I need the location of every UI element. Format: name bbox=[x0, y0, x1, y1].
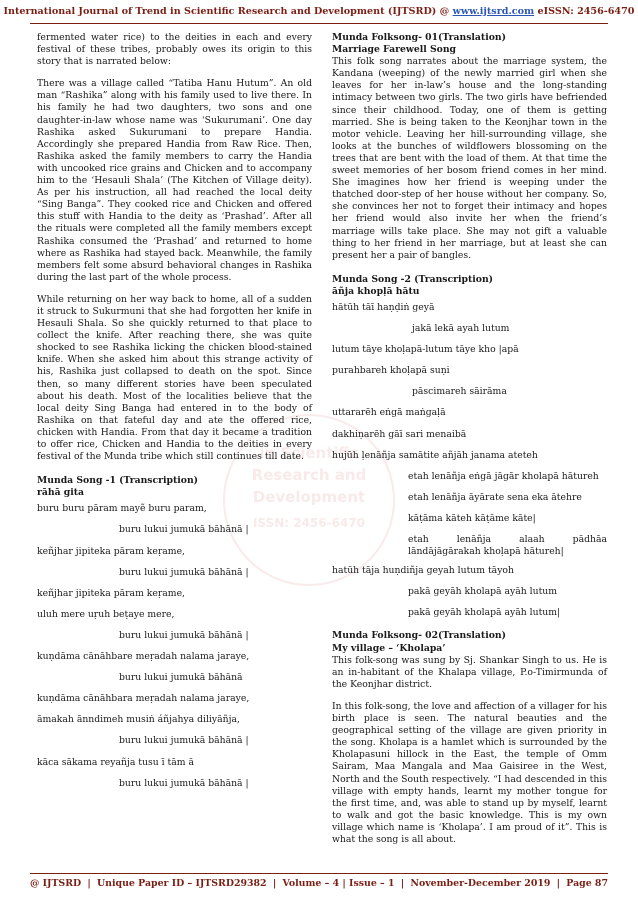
verse-line: buru lukui jumukā bāhānā | bbox=[119, 524, 249, 536]
verse-line: uttararēh eṅgā maṅgaḷā bbox=[332, 407, 446, 419]
verse-line: etah lenāñja āyārate sena eka ātehre bbox=[408, 491, 582, 503]
footer-separator: | bbox=[272, 878, 277, 889]
verse-line: buru lukui jumukā bāhānā | bbox=[119, 777, 249, 789]
section-subheading: Marriage Farewell Song bbox=[332, 44, 457, 56]
verse-line: pakā geyāh kholapā ayāh lutum| bbox=[408, 607, 561, 619]
verse-line: buru lukui jumukā bāhānā bbox=[119, 672, 243, 684]
section-subheading: My village – ‘Kholapa’ bbox=[332, 642, 446, 654]
watermark-line: Research and bbox=[251, 466, 367, 484]
verse-line: kuṇdāma cānāhbara meṛadah nalama jaraye, bbox=[37, 693, 250, 705]
verse-line: dakhiṇarēh gāī sari menaibā bbox=[332, 428, 467, 440]
journal-link[interactable]: www.ijtsrd.com bbox=[452, 6, 535, 17]
verse-line: buru lukui jumukā bāhānā | bbox=[119, 735, 249, 747]
verse-line: etah lenāñja alaah pādhāa lāndājāgārakah khoḷapā hātureh| bbox=[408, 534, 607, 558]
page-number: Page 87 bbox=[566, 878, 608, 889]
section-heading: Munda Song -2 (Transcription) bbox=[332, 273, 494, 285]
journal-title: International Journal of Trend in Scientific Research and Development (IJTSRD) @ bbox=[3, 6, 453, 17]
paragraph: While returning on her way back to home, all of a sudden it struck to Sukurmuni that she had forgotten her knife in Hesauli Shala. So she quickly returned to that place to collect the knife. After reaching there, she was quite shocked to see Rashika licking the chicken blood-stained knife. When she asked him about this strange activity of his, Rashika just collapsed to death on the spot. Since then, so many different stories have been speculated about his death. Most of the localities believe that the local deity Sing Banga had entered in to the body of Rashika on that fateful day and ate the offered rice, chicken with Handia. From that day it became a tradition to offer rice, Chicken and Handia to the deities in every festival of the Munda tribe which still continues till date. bbox=[37, 293, 312, 463]
footer-separator: | bbox=[87, 878, 91, 889]
section-subheading: rāhā gita bbox=[37, 487, 85, 499]
verse-line: lutum tāye khoḷapā-lutum tāye kho |apā bbox=[332, 344, 519, 356]
verse-line: keñjhar jipiteka pāram keṛame, bbox=[37, 545, 185, 557]
verse-line: hujūh ḷenāñja samātite añjāh janama ateteh bbox=[332, 449, 538, 461]
journal-header bbox=[0, 6, 638, 17]
header-divider bbox=[30, 23, 608, 24]
footer-divider bbox=[30, 873, 608, 874]
paragraph: In this folk-song, the love and affection of a villager for his birth place is seen. The natural beauties and the geographical setting of the village are given priority in the song. Kholapa is a hamlet which is surrounded by the Kholapasuni hillock in the East, the temple of Omm Sairam, Maa Mangala and Maa Gaisiree in the West, North and the South respectively. “I had descended in this village with empty hands, learnt my mother tongue for the first time, and, was able to stand up by myself, learnt to walk and got the basic knowledge. This is my own village which name is ‘Kholapa’. I am proud of it”. This is what the song is all about. bbox=[332, 700, 607, 845]
song-verse bbox=[37, 503, 312, 789]
left-column bbox=[37, 32, 312, 799]
verse-line: purahbareh khoḷapā suṇi bbox=[332, 365, 450, 377]
page-footer bbox=[30, 878, 608, 889]
right-column bbox=[332, 32, 607, 856]
watermark-line: ISSN: 2456-6470 bbox=[252, 516, 365, 530]
verse-line: hatūh tāja huṇdiñja geyah lutum tāyoh bbox=[332, 565, 514, 577]
journal-issn: eISSN: 2456-6470 bbox=[534, 6, 635, 17]
verse-line: buru lukui jumukā bāhānā | bbox=[119, 566, 249, 578]
paragraph: fermented water rice) to the deities in each and every festival of these tribes, probably owes its origin to this story that is narrated below: bbox=[37, 32, 312, 68]
verse-line: hātūh tāī haṇḍiṅ geyā bbox=[332, 301, 435, 313]
section-heading: Munda Folksong- 02(Translation) bbox=[332, 630, 506, 642]
verse-line: kāca sākama reyañja tusu ī tām ā bbox=[37, 756, 194, 768]
footer-volume: Volume – 4 | Issue – 1 bbox=[282, 878, 395, 889]
paragraph: This folk song narrates about the marriage system, the Kandana (weeping) of the newly married girl when she leaves for her in-law’s house and the long-standing intimacy between two girls. The two girls have befriended since their childhood. Today, one of them is getting married. She is being taken to the Keonjhar town in the motor vehicle. Leaving her hill-surrounding village, she looks at the bunches of wildflowers blossoming on the trees that are bent with the load of them. At that time the sweet memories of her bosom friend comes in her mind. She imagines how her friend is weeping under the thatched door-step of her house without her company. So, she convinces her not to forget their intimacy and hopes her friend would also invite her when the friend’s marriage wills take place. She may not gift a valuable thing to her friend in her marriage, but at least she can present her a pair of bangles. bbox=[332, 56, 607, 261]
paragraph: This folk-song was sung by Sj. Shankar Singh to us. He is an in-habitant of the Khalapa village, P.o-Timirmunda of the Keonjhar district. bbox=[332, 654, 607, 690]
watermark-line: Development bbox=[252, 488, 366, 506]
paragraph: There was a village called “Tatiba Hanu Hutum”. An old man “Rashika” along with his family used to live there. In his family he had two daughters, two sons and one daughter-in-law whose name was ‘Sukurumani’. One day Rashika asked Sukurumani to prepare Handia. Accordingly she prepared Handia from Raw Rice. Then, Rashika asked the family members to carry the Handia with uncooked rice grains and Chicken and to accompany him to the ‘Hesauli Shala’ (The Kitchen of Village deity). As per his instruction, all had reached the local deity “Sing Banga”. They cooked rice and Chicken and offered this stuff with Handia to the deity as ‘Prashad’. After all the rituals were completed all the family members except Rashika consumed the ‘Prashad’ and returned to home where as Rashika had stayed back. Meanwhile, the family members felt some absurd behavioral changes in Rashika during the last part of the whole process. bbox=[37, 78, 312, 283]
verse-line: keñjhar jipiteka pāram keṛame, bbox=[37, 587, 185, 599]
footer-date: November-December 2019 bbox=[410, 878, 551, 889]
section-heading: Munda Folksong- 01(Translation) bbox=[332, 32, 506, 43]
verse-line: buru buru pāram mayẽ buru param, bbox=[37, 503, 207, 515]
footer-paper-id: Unique Paper ID – IJTSRD29382 bbox=[97, 878, 267, 889]
verse-line: etah lenāñja eṅgā jāgār kholapā hātureh bbox=[408, 470, 599, 482]
verse-line: jakā lekā ayah lutum bbox=[412, 323, 510, 335]
verse-line: kuṇdāma cānāhbare meṛadah nalama jaraye, bbox=[37, 651, 250, 663]
verse-line: uluh mere uṛuh beṭaye mere, bbox=[37, 608, 175, 620]
verse-line: āmakah ānndimeh musiṅ áñjahya diliyāñja, bbox=[37, 714, 240, 726]
section-subheading: āñja khopḷā hātu bbox=[332, 285, 420, 297]
verse-line: buru lukui jumukā bāhānā | bbox=[119, 629, 249, 641]
section-heading: Munda Song -1 (Transcription) bbox=[37, 475, 199, 487]
footer-journal: @ IJTSRD bbox=[30, 878, 82, 889]
watermark-line: in Scientific bbox=[259, 444, 359, 462]
verse-line: pāscimareh sāirāma bbox=[412, 386, 507, 398]
verse-line: pakā geyāh kholapā ayāh lutum bbox=[408, 586, 558, 598]
footer-separator: | bbox=[400, 878, 405, 889]
verse-line: kāṭāma kāteh kāṭāme kāte| bbox=[408, 512, 536, 524]
song-verse bbox=[332, 302, 607, 620]
footer-separator: | bbox=[556, 878, 561, 889]
